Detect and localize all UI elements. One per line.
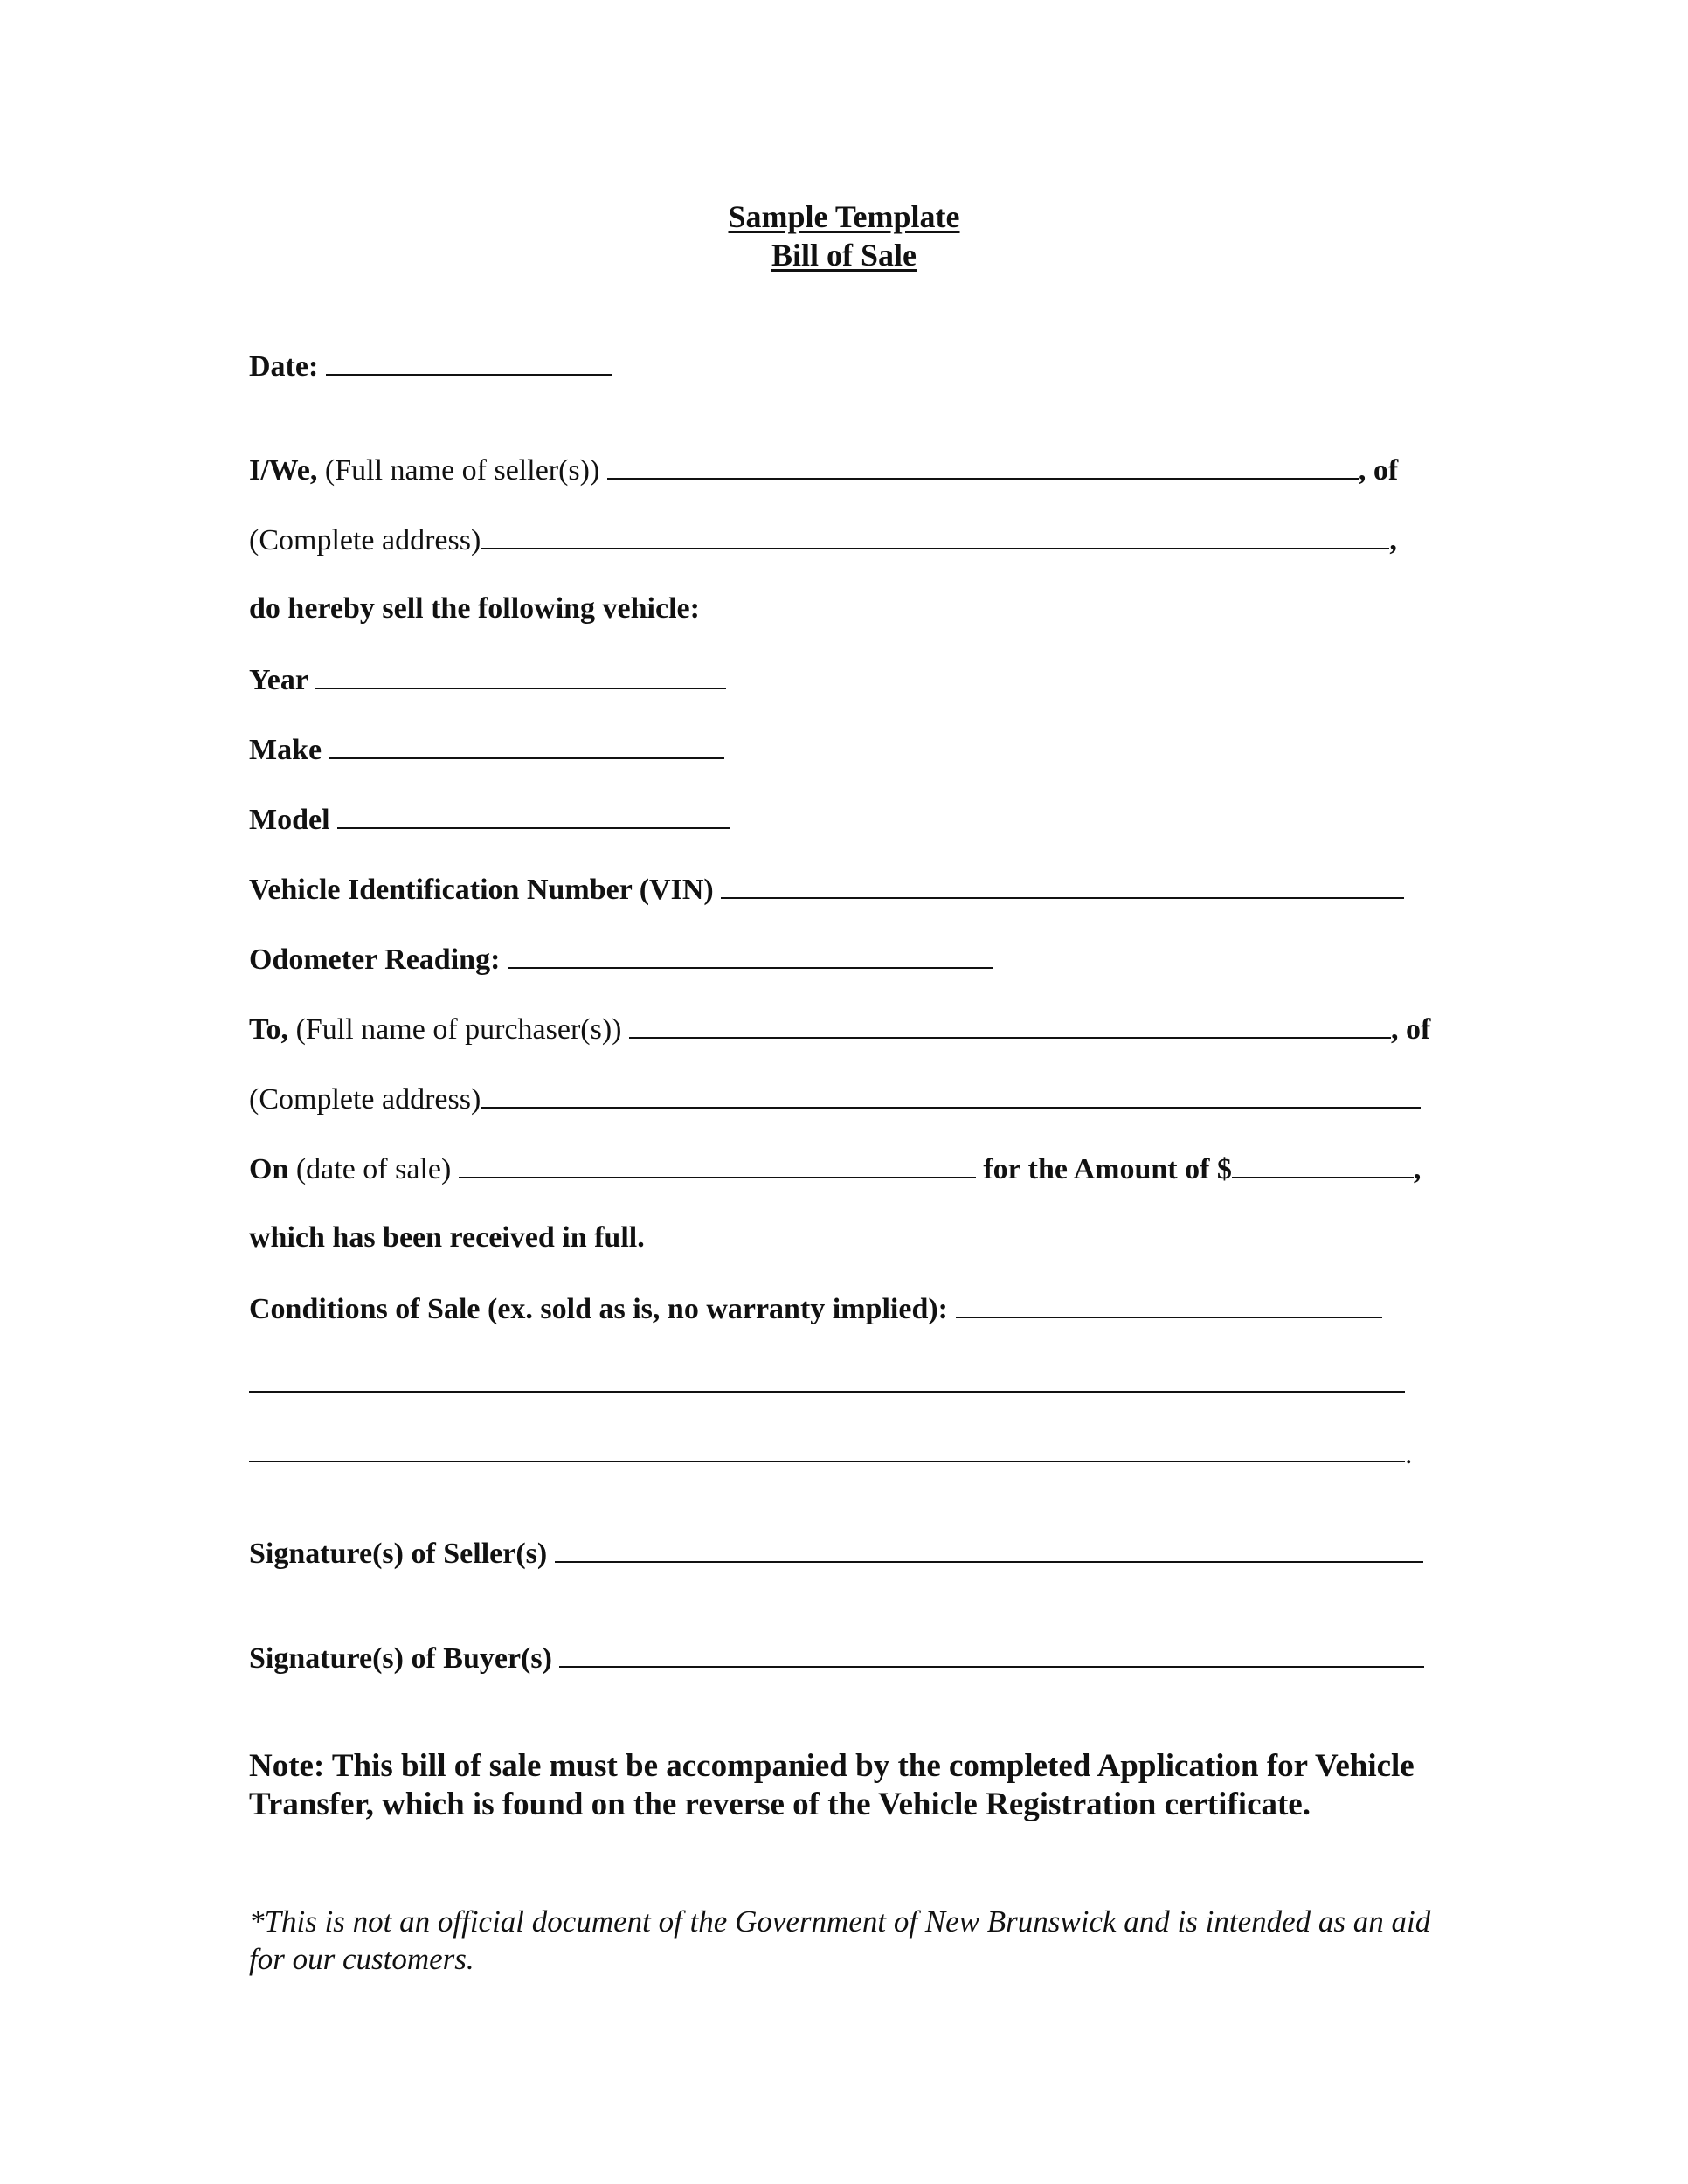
make-field[interactable] — [329, 731, 724, 759]
purchaser-name-field[interactable] — [629, 1011, 1391, 1039]
sale-date-label: (date of sale) — [295, 1153, 452, 1185]
purchaser-row — [249, 1011, 1430, 1047]
conditions-end: . — [1405, 1438, 1413, 1470]
buyer-signature-row — [249, 1640, 1424, 1676]
odometer-field[interactable] — [508, 941, 993, 969]
seller-address-suffix: , — [1389, 524, 1397, 556]
conditions-label: Conditions of Sale (ex. sold as is, no warranty implied): — [249, 1293, 948, 1325]
vin-label: Vehicle Identification Number (VIN) — [249, 874, 714, 906]
seller-label: (Full name of seller(s)) — [324, 454, 600, 487]
disclaimer: *This is not an official document of the Government of New Brunswick and is intended as an aid for our customers. — [249, 1904, 1431, 1976]
seller-signature-label: Signature(s) of Seller(s) — [249, 1538, 548, 1570]
date-row — [249, 348, 612, 384]
document-subtitle: Bill of Sale — [771, 238, 917, 273]
document-title: Sample Template — [728, 199, 960, 234]
make-row — [249, 731, 724, 768]
purchaser-suffix: , of — [1390, 1013, 1431, 1046]
odometer-row — [249, 941, 993, 978]
seller-lead: I/We, — [249, 454, 318, 487]
date-field[interactable] — [326, 348, 612, 376]
purchaser-address-label: (Complete address) — [249, 1083, 481, 1116]
model-field[interactable] — [337, 801, 730, 829]
purchaser-lead: To, — [249, 1013, 289, 1046]
seller-row — [249, 452, 1398, 488]
seller-suffix: , of — [1358, 454, 1399, 487]
seller-address-row — [249, 522, 1397, 558]
conditions-field[interactable] — [956, 1290, 1382, 1318]
model-row — [249, 801, 730, 838]
purchaser-address-row — [249, 1081, 1421, 1117]
amount-suffix: , — [1413, 1153, 1422, 1185]
vin-row — [249, 871, 1404, 908]
amount-label: for the Amount of $ — [983, 1153, 1232, 1185]
transfer-note: Note: This bill of sale must be accompanied by the completed Application for Vehicle Transfer, which is found on the reverse of the Vehicle Registration certificate. — [249, 1748, 1415, 1822]
date-label: Date: — [249, 350, 319, 383]
purchaser-label: (Full name of purchaser(s)) — [295, 1013, 622, 1046]
sale-date-field[interactable] — [459, 1151, 976, 1178]
conditions-line-2[interactable] — [249, 1391, 1405, 1393]
year-label: Year — [249, 664, 308, 696]
vin-field[interactable] — [721, 871, 1404, 899]
sell-statement: do hereby sell the following vehicle: — [249, 592, 700, 625]
buyer-signature-field[interactable] — [559, 1640, 1424, 1668]
seller-signature-row — [249, 1535, 1423, 1572]
conditions-line-3[interactable] — [249, 1461, 1405, 1462]
seller-signature-field[interactable] — [555, 1535, 1423, 1563]
sale-row — [249, 1151, 1421, 1187]
amount-field[interactable] — [1232, 1151, 1414, 1178]
seller-name-field[interactable] — [607, 452, 1359, 480]
on-lead: On — [249, 1153, 289, 1185]
seller-address-field[interactable] — [481, 522, 1389, 549]
year-field[interactable] — [315, 661, 726, 689]
odometer-label: Odometer Reading: — [249, 943, 501, 976]
purchaser-address-field[interactable] — [481, 1081, 1421, 1109]
buyer-signature-label: Signature(s) of Buyer(s) — [249, 1642, 552, 1675]
make-label: Make — [249, 734, 322, 766]
model-label: Model — [249, 804, 330, 836]
received-statement: which has been received in full. — [249, 1221, 645, 1254]
seller-address-label: (Complete address) — [249, 524, 481, 556]
conditions-row — [249, 1290, 1382, 1327]
year-row — [249, 661, 726, 698]
